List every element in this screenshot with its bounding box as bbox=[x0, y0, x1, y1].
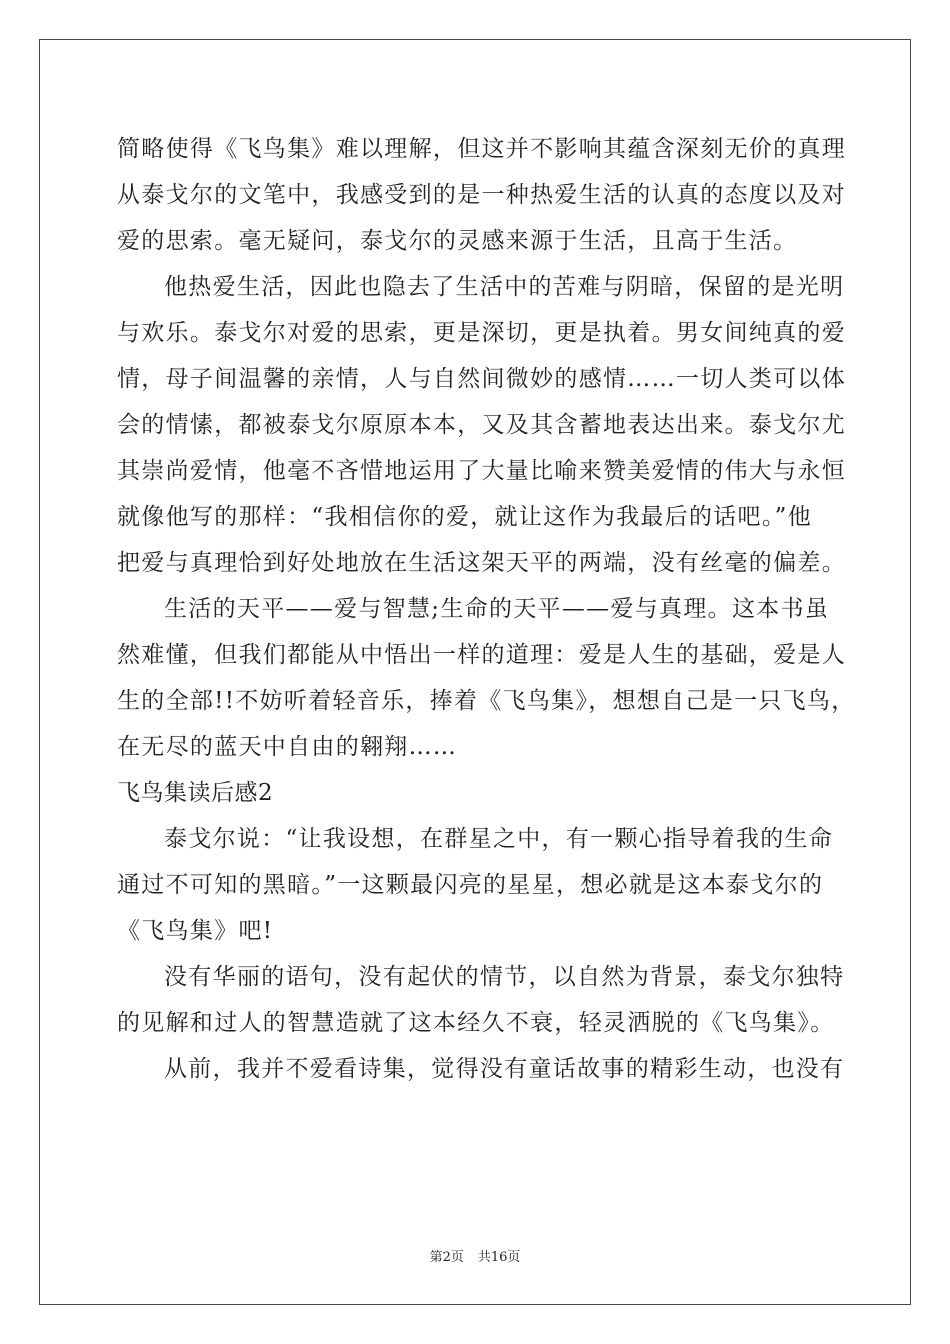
text-line: 在无尽的蓝天中自由的翱翔…… bbox=[117, 734, 458, 760]
text-line: 他热爱生活，因此也隐去了生活中的苦难与阴暗，保留的是光明 bbox=[164, 274, 845, 300]
text-line: 爱的思索。毫无疑问，泰戈尔的灵感来源于生活，且高于生活。 bbox=[117, 228, 798, 254]
text-line: 情，母子间温馨的亲情，人与自然间微妙的感情……一切人类可以体 bbox=[117, 366, 846, 392]
text-line: 简略使得《飞鸟集》难以理解，但这并不影响其蕴含深刻无价的真理 bbox=[117, 136, 846, 162]
text-line: 没有华丽的语句，没有起伏的情节，以自然为背景，泰戈尔独特 bbox=[164, 964, 845, 990]
page-footer bbox=[0, 1246, 950, 1265]
text-line: 会的情愫，都被泰戈尔原原本本，又及其含蓄地表达出来。泰戈尔尤 bbox=[117, 412, 846, 438]
text-line: 从泰戈尔的文笔中，我感受到的是一种热爱生活的认真的态度以及对 bbox=[117, 182, 846, 208]
text-line: 泰戈尔说：“让我设想，在群星之中，有一颗心指导着我的生命 bbox=[164, 826, 834, 852]
text-line: 通过不可知的黑暗。”一这颗最闪亮的星星，想必就是这本泰戈尔的 bbox=[117, 872, 824, 898]
text-line: 生的全部!!不妨听着轻音乐，捧着《飞鸟集》，想想自己是一只飞鸟， bbox=[117, 688, 856, 714]
text-line: 然难懂，但我们都能从中悟出一样的道理：爱是人生的基础，爱是人 bbox=[117, 642, 846, 668]
text-line: 生活的天平——爱与智慧;生命的天平——爱与真理。这本书虽 bbox=[164, 596, 830, 622]
text-line: 就像他写的那样：“我相信你的爱，就让这作为我最后的话吧。”他 bbox=[117, 504, 813, 530]
page-number: 第2页 bbox=[429, 1250, 464, 1265]
text-line: 与欢乐。泰戈尔对爱的思索，更是深切，更是执着。男女间纯真的爱 bbox=[117, 320, 846, 346]
text-line: 的见解和过人的智慧造就了这本经久不衰，轻灵洒脱的《飞鸟集》。 bbox=[117, 1010, 835, 1036]
text-line: 把爱与真理恰到好处地放在生活这架天平的两端，没有丝毫的偏差。 bbox=[117, 550, 846, 576]
text-line: 《飞鸟集》吧! bbox=[117, 918, 274, 944]
text-line: 从前，我并不爱看诗集，觉得没有童话故事的精彩生动，也没有 bbox=[164, 1056, 845, 1082]
document-body bbox=[117, 126, 856, 1092]
section-heading: 飞鸟集读后感2 bbox=[117, 780, 274, 806]
page-total: 共16页 bbox=[477, 1250, 521, 1265]
text-line: 其崇尚爱情，他毫不吝惜地运用了大量比喻来赞美爱情的伟大与永恒 bbox=[117, 458, 846, 484]
